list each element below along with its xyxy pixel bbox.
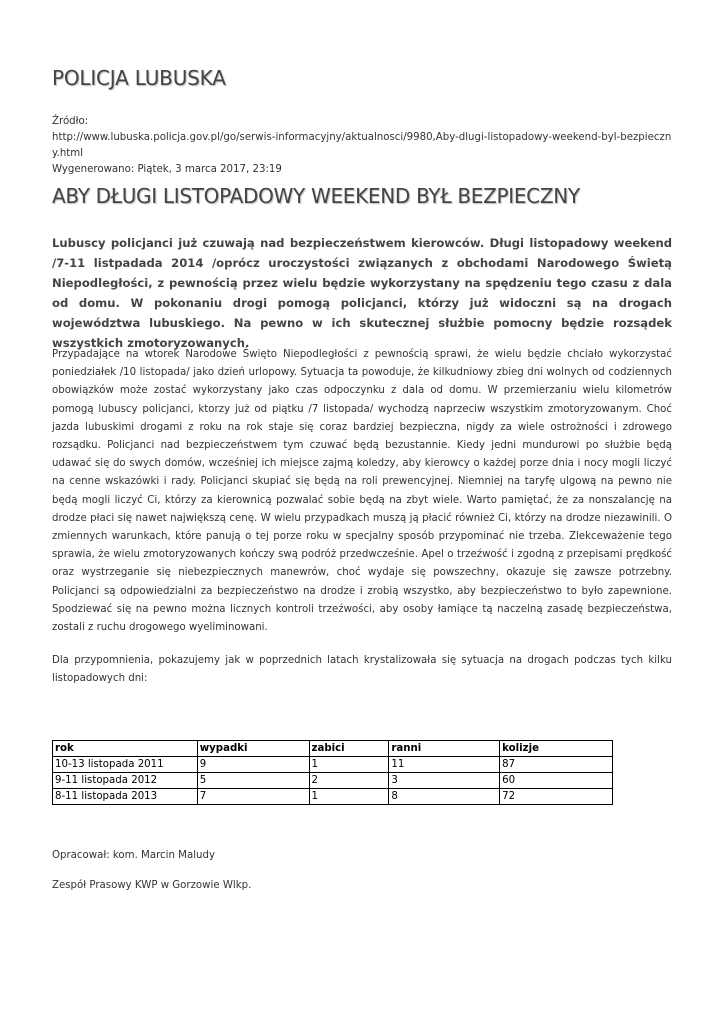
- accident-stats-table: [52, 740, 613, 805]
- table-cell: 9-11 listopada 2012: [53, 773, 198, 789]
- article-body: Przypadające na wtorek Narodowe Święto Niepodległości z pewnością sprawi, że wielu będzie chciało wykorzystać poniedziałek /10 listopada/ jako dzień urlopowy. Sytuacja ta powoduje, że kilkudniowy zbieg dni wolnych od codziennych obowiązków może zostać wykorzystany jako czas odpoczynku z dala od domu. W przemierzaniu wielu kilometrów pomogą lubuscy policjanci, ktorzy już od piątku /7 listopada/ wychodzą naprzeciw wszystkim zmotoryzowanym. Choć jazda lubuskimi drogami z roku na rok staje się coraz bardziej bezpieczna, nigdy za wiele ostrożności i zdrowego rozsądku. Policjanci nad bezpieczeństwem tym czuwać będą bezustannie. Kiedy jedni mundurowi po służbie będą udawać się do swych domów, wcześniej ich miejsce zajmą koledzy, aby kierowcy o każdej porze dnia i nocy mogli liczyć na cenne wskazówki i rady. Policjanci skupiać się będą na roli prewencyjnej. Niemniej na taryfę ulgową na pewno nie będą mogli liczyć Ci, którzy za kierownicą pozwalać sobie będą na zbyt wiele. Warto pamiętać, że za nonszalancję na drodze płaci się nawet największą cenę. W wielu przypadkach muszą ją płacić również Ci, którzy na drodze niezawinili. O zmiennych warunkach, które panują o tej porze roku w specjalny sposób przypominać nie trzeba. Zlekceważenie tego sprawia, że wielu zmotoryzowanych kończy swą podróż przedwcześnie. Apel o trzeźwość i zgodną z przepisami prędkość oraz wystrzeganie się niebezpiecznych manewrów, choć wydaje się powszechny, okazuje się zawsze potrzebny. Policjanci są odpowiedzialni za bezpieczeństwo na drodze i zrobią wszystko, aby bezpieczeństwo to było zapewnione. Spodziewać się na pewno można licznych kontroli trzeźwości, aby osoby łamiące tą naczelną zasadę bezpieczeństwa, zostali z ruchu drogowego wyeliminowani.: [52, 349, 672, 634]
- table-header-cell: zabici: [309, 741, 389, 757]
- author-credit: Opracował: kom. Marcin Maludy: [52, 850, 215, 861]
- table-cell: 5: [197, 773, 309, 789]
- table-cell: 3: [389, 773, 500, 789]
- table-row: [53, 757, 613, 773]
- table-cell: 2: [309, 773, 389, 789]
- table-cell: 11: [389, 757, 500, 773]
- table-header-cell: wypadki: [197, 741, 309, 757]
- table-cell: 9: [197, 757, 309, 773]
- table-cell: 60: [500, 773, 613, 789]
- source-meta: [52, 114, 677, 178]
- table-row: [53, 773, 613, 789]
- table-cell: 72: [500, 789, 613, 805]
- table-cell: 1: [309, 789, 389, 805]
- article-reminder: Dla przypomnienia, pokazujemy jak w poprzednich latach krystalizowała się sytuacja na drogach podczas tych kilku listopadowych dni:: [52, 655, 672, 684]
- article-title: ABY DŁUGI LISTOPADOWY WEEKEND BYŁ BEZPIECZNY: [52, 184, 580, 208]
- source-url[interactable]: http://www.lubuska.policja.gov.pl/go/serwis-informacyjny/aktualnosci/9980,Aby-dlugi-listopadowy-weekend-byl-bezpieczny.html: [52, 132, 672, 159]
- press-team-credit: Zespół Prasowy KWP w Gorzowie Wlkp.: [52, 880, 252, 891]
- table-cell: 87: [500, 757, 613, 773]
- table-cell: 8-11 listopada 2013: [53, 789, 198, 805]
- table-cell: 8: [389, 789, 500, 805]
- table-row: [53, 789, 613, 805]
- article-lead: Lubuscy policjanci już czuwają nad bezpieczeństwem kierowców. Długi listopadowy weekend /7-11 listpadada 2014 /oprócz uroczystości związanych z obchodami Narodowego Świetą Niepodległości, z pewnością przez wielu będzie wykorzystany na spędzeniu tego czasu z dala od domu. W pokonaniu drogi pomogą policjanci, którzy już widoczni są na drogach województwa lubuskiego. Na pewno w ich skutecznej służbie pomocny będzie rozsądek wszystkich zmotoryzowanych.: [52, 236, 672, 350]
- table-header-cell: kolizje: [500, 741, 613, 757]
- table-cell: 10-13 listopada 2011: [53, 757, 198, 773]
- site-title: POLICJA LUBUSKA: [52, 66, 226, 90]
- table-header-cell: ranni: [389, 741, 500, 757]
- table-cell: 1: [309, 757, 389, 773]
- table-header-cell: rok: [53, 741, 198, 757]
- table-header-row: [53, 741, 613, 757]
- generated-date: Wygenerowano: Piątek, 3 marca 2017, 23:19: [52, 164, 282, 175]
- source-label: Źródło:: [52, 116, 89, 127]
- table-cell: 7: [197, 789, 309, 805]
